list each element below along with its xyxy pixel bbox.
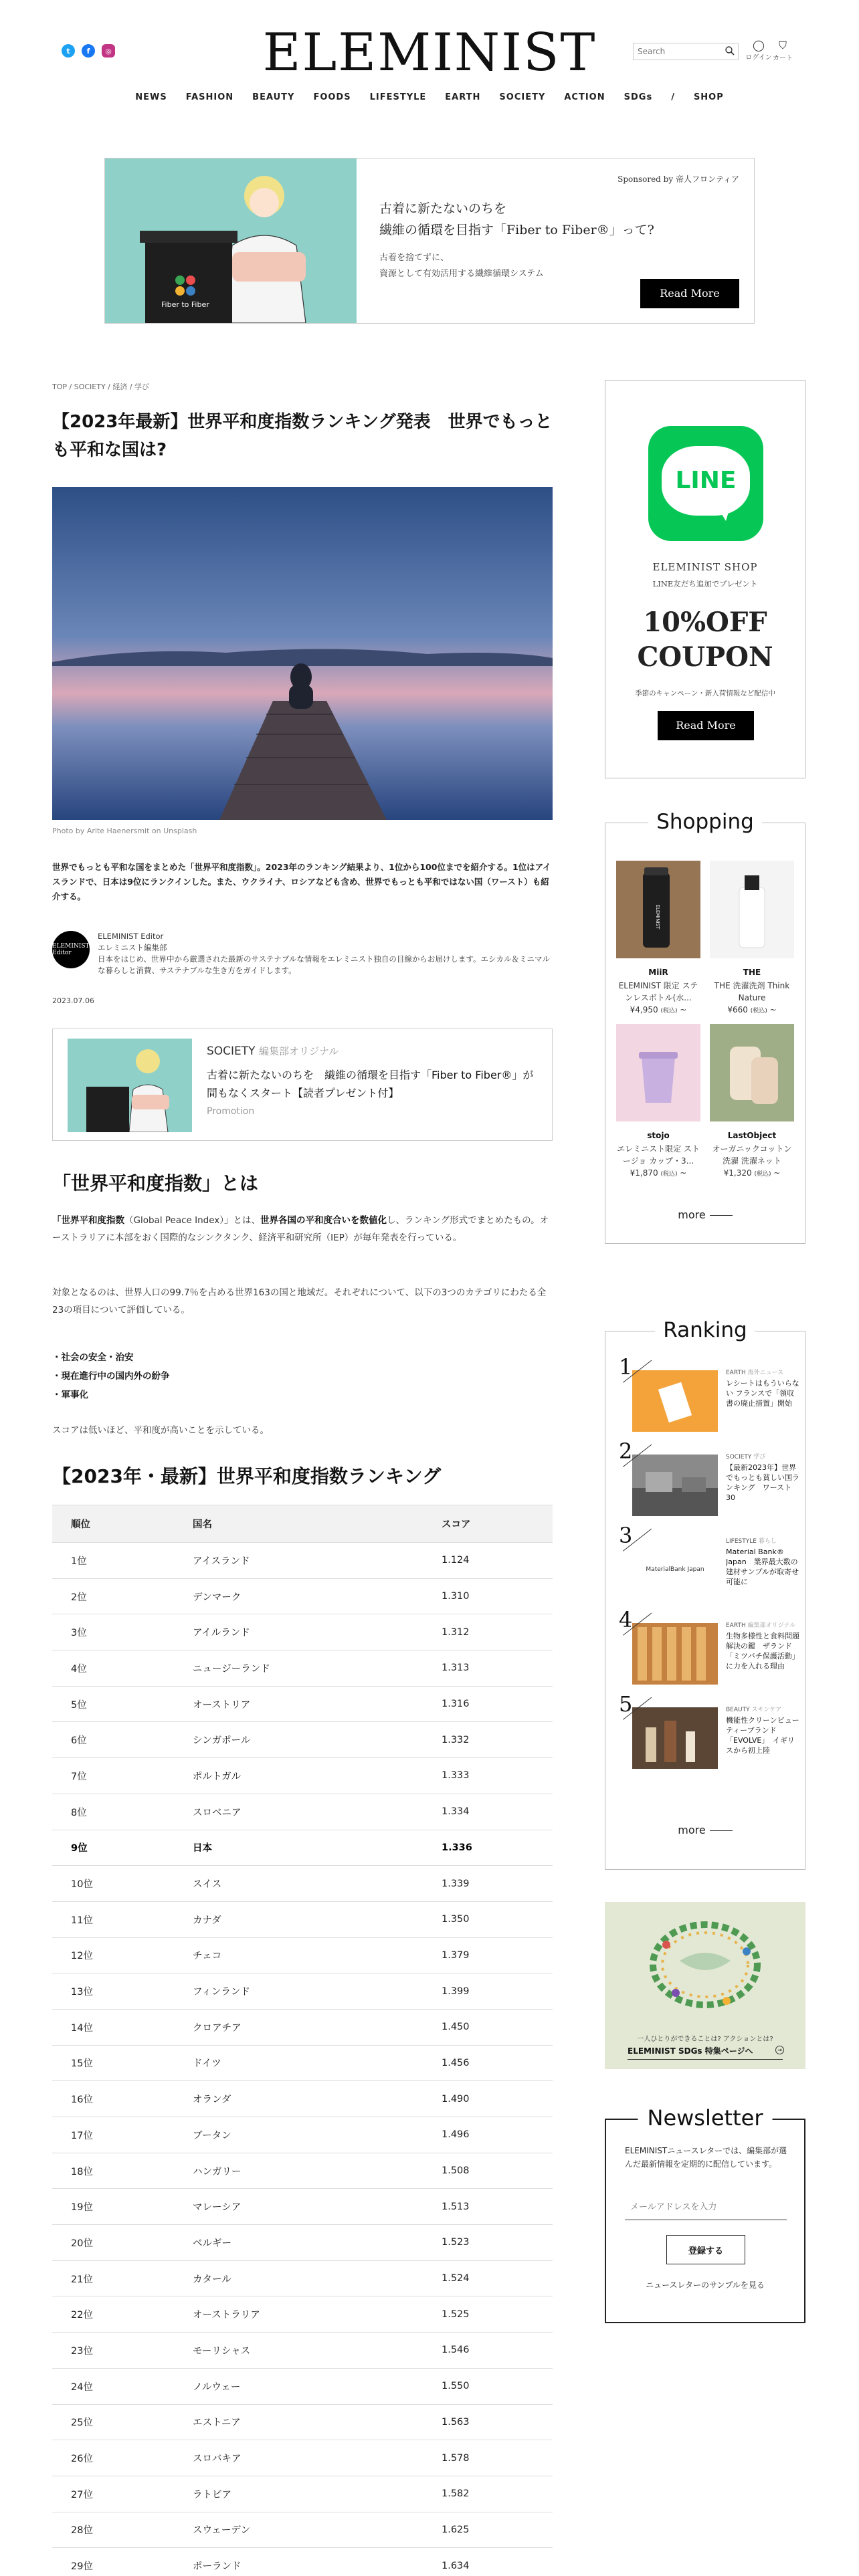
product-grid [616, 861, 795, 1178]
section-paragraph-3: スコアは低いほど、平和度が高いことを示している。 [52, 1425, 269, 1436]
coupon-subtitle: LINE友だち追加でプレゼント [652, 579, 758, 588]
ranking-item[interactable] [619, 1607, 799, 1686]
ranking-text: 機能性クリーンビューティーブランド「EVOLVE」 イギリスから初上陸 [726, 1716, 799, 1755]
site-header [0, 0, 859, 114]
category-item: ・現在進行中の国内外の紛争 [52, 1371, 170, 1382]
sdgs-tagline: 一人ひとりができることは? アクションとは? [637, 2036, 773, 2043]
table-row [52, 1973, 553, 2010]
user-icon: ◯ [753, 39, 765, 51]
nav-action[interactable]: ACTION [564, 92, 605, 102]
section-paragraph-2: 対象となるのは、世界人口の99.7％を占める世界163の国と地域だ。それぞれについて、以下の3つのカテゴリにわたる全23の項目について評価している。 [52, 1287, 547, 1315]
product-brand: MiiR [648, 968, 668, 977]
section-heading-gpi: 「世界平和度指数」とは [52, 1172, 259, 1194]
product-image-bottle [616, 861, 700, 958]
price-tax: (税込) [754, 1171, 771, 1178]
person-with-box-illustration [105, 158, 357, 323]
category-item: ・軍事化 [52, 1390, 88, 1400]
rank-cell: 27位 [52, 2476, 174, 2512]
rank-cell: 12位 [52, 1937, 174, 1973]
score-cell: 1.339 [423, 1866, 553, 1902]
rank-cell: 21位 [52, 2260, 174, 2296]
sdgs-banner[interactable] [605, 1902, 805, 2069]
country-cell: ニュージーランド [174, 1650, 423, 1687]
country-cell: ハンガリー [174, 2153, 423, 2189]
login-label: ログイン [745, 54, 772, 62]
score-cell: 1.350 [423, 1901, 553, 1937]
sdgs-wreath-illustration [646, 1918, 764, 2012]
p1-text-1: （Global Peace Index）」とは、 [124, 1215, 261, 1226]
search-icon[interactable] [725, 45, 735, 56]
category-item: ・社会の安全・治安 [52, 1352, 134, 1363]
price-tax: (税込) [750, 1008, 767, 1014]
rank-cell: 17位 [52, 2117, 174, 2153]
rank-cell: 22位 [52, 2296, 174, 2333]
score-cell: 1.313 [423, 1650, 553, 1687]
table-row [52, 2512, 553, 2548]
nav-shop[interactable]: SHOP [693, 92, 724, 102]
rank-cell: 13位 [52, 1973, 174, 2010]
score-cell: 1.316 [423, 1686, 553, 1722]
score-cell: 1.312 [423, 1614, 553, 1650]
col-header-rank: 順位 [52, 1505, 174, 1543]
banner-sub-line2: 資源として有効活用する繊維循環システム [379, 269, 544, 279]
product-name: ELEMINIST 限定 ステンレスボトル(水... [618, 981, 698, 1002]
coupon-shop-name: ELEMINIST SHOP [652, 561, 758, 573]
col-header-country: 国名 [174, 1505, 423, 1543]
promo-thumbnail [68, 1039, 192, 1132]
table-row [52, 2260, 553, 2296]
score-cell: 1.399 [423, 1973, 553, 2010]
promo-card[interactable] [52, 1029, 553, 1141]
country-cell: シンガポール [174, 1722, 423, 1758]
rank-cell: 26位 [52, 2440, 174, 2476]
sdgs-link-label: ELEMINIST SDGs 特集ページへ [628, 2046, 753, 2056]
country-cell: ブータン [174, 2117, 423, 2153]
ranking-cat: BEAUTY [726, 1707, 750, 1713]
banner-sub-line1: 古着を捨てずに、 [379, 253, 450, 263]
table-row [52, 1937, 553, 1973]
promo-category-name: SOCIETY [207, 1045, 256, 1058]
score-cell: 1.524 [423, 2260, 553, 2296]
table-row [52, 2333, 553, 2369]
country-cell: オランダ [174, 2081, 423, 2117]
category-list [52, 1348, 170, 1404]
table-row [52, 1758, 553, 1794]
price-value: ¥1,870 [630, 1168, 658, 1178]
table-row [52, 2440, 553, 2476]
ranking-subcat: 学び [753, 1454, 766, 1461]
ranking-text: Material Bank® Japan 業界最大数の建材サンプルが取寄せ可能に [726, 1547, 799, 1586]
rank-cell: 23位 [52, 2333, 174, 2369]
ranking-title: Ranking [655, 1318, 755, 1342]
product-image-text: ELEMINIST [655, 904, 660, 930]
banner-box-label: Fiber to Fiber [161, 300, 209, 309]
score-cell: 1.456 [423, 2045, 553, 2081]
score-cell: 1.546 [423, 2333, 553, 2369]
ranking-category [726, 1705, 799, 1713]
ranking-subcat: 編集部オリジナル [747, 1622, 796, 1629]
ranking-cat: EARTH [726, 1370, 746, 1376]
table-row [52, 1901, 553, 1937]
nav-beauty[interactable]: BEAUTY [252, 92, 295, 102]
author-box [52, 931, 554, 976]
table-row [52, 1686, 553, 1722]
more-label: more [678, 1824, 706, 1836]
score-cell: 1.450 [423, 2009, 553, 2045]
score-cell: 1.332 [423, 1722, 553, 1758]
sdgs-feature-link[interactable] [628, 2045, 783, 2060]
main-nav [0, 92, 859, 102]
col-header-score: スコア [423, 1505, 553, 1543]
banner-read-more-button[interactable]: Read More [640, 279, 739, 308]
score-cell: 1.550 [423, 2368, 553, 2404]
rank-cell: 4位 [52, 1650, 174, 1687]
cart-link[interactable] [769, 39, 796, 62]
coupon-note: 季節のキャンペーン・新入荷情報など配信中 [635, 689, 775, 697]
login-link[interactable] [745, 39, 772, 62]
line-coupon-banner[interactable] [605, 380, 805, 778]
price-value: ¥660 [727, 1005, 748, 1014]
score-cell: 1.634 [423, 2548, 553, 2576]
author-avatar[interactable]: ELEMINIST Editor [52, 931, 90, 968]
country-cell: アイルランド [174, 1614, 423, 1650]
score-cell: 1.513 [423, 2189, 553, 2225]
score-cell: 1.336 [423, 1830, 553, 1866]
ranking-item[interactable] [619, 1354, 799, 1433]
p1-bold-2: 世界各国の平和度合いを数値化 [260, 1215, 387, 1226]
ranking-cat: SOCIETY [726, 1454, 752, 1461]
table-row [52, 2153, 553, 2189]
article-title: 【2023年最新】世界平和度指数ランキング発表 世界でもっとも平和な国は? [52, 412, 553, 460]
promo-title: 古着に新たないのちを 繊維の循環を目指す「Fiber to Fiber®」が間もなくスタート【読者プレゼント付】 [207, 1069, 534, 1099]
product-price: ¥1,870 (税込) ~ [630, 1168, 687, 1178]
nav-society[interactable]: SOCIETY [499, 92, 546, 102]
country-cell: スイス [174, 1866, 423, 1902]
author-info [98, 931, 554, 976]
score-cell: 1.525 [423, 2296, 553, 2333]
table-row [52, 2548, 553, 2576]
rank-cell: 16位 [52, 2081, 174, 2117]
rank-cell: 24位 [52, 2368, 174, 2404]
country-cell: スロバキア [174, 2440, 423, 2476]
section-heading-ranking: 【2023年・最新】世界平和度指数ランキング [52, 1465, 442, 1487]
score-cell: 1.490 [423, 2081, 553, 2117]
product-price: ¥660 (税込) ~ [727, 1005, 777, 1014]
score-cell: 1.496 [423, 2117, 553, 2153]
rank-number: 3 [619, 1523, 633, 1548]
price-value: ¥4,950 [630, 1005, 658, 1014]
facebook-icon[interactable]: f [82, 44, 95, 58]
sponsor-label: Sponsored by 帝人フロンティア [617, 175, 739, 184]
ranking-item[interactable] [619, 1691, 799, 1770]
coupon-headline-line2: COUPON [637, 641, 773, 673]
hero-image [52, 487, 553, 820]
ranking-thumb [632, 1370, 718, 1432]
instagram-icon[interactable]: ◎ [102, 44, 115, 58]
coupon-read-more-button[interactable]: Read More [658, 711, 754, 740]
price-value: ¥1,320 [723, 1168, 752, 1178]
product-price: ¥4,950 (税込) ~ [630, 1005, 687, 1014]
ranking-thumb [632, 1707, 718, 1769]
table-row [52, 2045, 553, 2081]
country-cell: エストニア [174, 2404, 423, 2440]
rank-cell: 11位 [52, 1901, 174, 1937]
score-cell: 1.578 [423, 2440, 553, 2476]
table-row [52, 2009, 553, 2045]
score-cell: 1.582 [423, 2476, 553, 2512]
ranking-text: 生物多様性と食料問題解決の鍵 ザランド「ミツバチ保護活動」に力を入れる理由 [726, 1632, 799, 1671]
table-row [52, 1866, 553, 1902]
ranking-widget [605, 1318, 805, 1870]
nav-news[interactable]: NEWS [135, 92, 167, 102]
rank-cell: 29位 [52, 2548, 174, 2576]
author-bio: 日本をはじめ、世界中から厳選された最新のサステナブルな情報をエレミニスト独自の目線からお届けします。エシカル＆ミニマルな暮らしと消費、サステナブルな生き方をガイドします。 [98, 954, 550, 975]
coupon-headline [605, 605, 805, 675]
country-cell: ラトビア [174, 2476, 423, 2512]
product-name: THE 洗濯洗剤 Think Nature [714, 981, 790, 1002]
pier-sunset-photo [52, 487, 553, 820]
country-cell: デンマーク [174, 1578, 423, 1614]
table-row [52, 2081, 553, 2117]
more-label: more [678, 1208, 706, 1221]
product-card[interactable] [616, 861, 700, 1014]
ranking-subcat: 海外ニュース [747, 1370, 784, 1376]
score-cell: 1.334 [423, 1794, 553, 1830]
search-input[interactable] [634, 43, 714, 60]
photo-credit[interactable]: Photo by Arite Haenersmit on Unsplash [52, 827, 197, 835]
banner-title-line1: 古着に新たないのちを [379, 201, 507, 216]
newsletter-subscribe-button[interactable]: 登録する [666, 2235, 745, 2264]
author-name[interactable]: ELEMINIST Editor [98, 932, 164, 941]
ranking-thumb [632, 1539, 718, 1600]
table-row [52, 2225, 553, 2261]
ranking-category [726, 1620, 799, 1629]
promo-tag: Promotion [207, 1106, 255, 1117]
country-cell: ノルウェー [174, 2368, 423, 2404]
ranking-thumb [632, 1623, 718, 1685]
nav-sdgs[interactable]: SDGs [624, 92, 653, 102]
peace-index-table [52, 1505, 553, 2576]
product-image-detergent [710, 861, 794, 958]
rank-number: 5 [619, 1691, 633, 1717]
rank-cell: 28位 [52, 2512, 174, 2548]
rank-number: 2 [619, 1438, 633, 1464]
country-cell: ドイツ [174, 2045, 423, 2081]
banner-title-line2: 繊維の循環を目指す「Fiber to Fiber®」って? [379, 223, 654, 237]
score-cell: 1.333 [423, 1758, 553, 1794]
promo-category-note: 編集部オリジナル [258, 1045, 339, 1057]
banner-title [379, 198, 739, 241]
country-cell: カタール [174, 2260, 423, 2296]
newsletter-email-input[interactable] [625, 2195, 787, 2220]
newsletter-sample-link[interactable]: ニュースレターのサンプルを見る [646, 2280, 765, 2290]
country-cell: オーストリア [174, 1686, 423, 1722]
table-row [52, 1614, 553, 1650]
country-cell: フィンランド [174, 1973, 423, 2010]
line-bubble-tail [718, 508, 730, 521]
ranking-category [726, 1452, 799, 1461]
promo-category [207, 1044, 537, 1058]
table-row [52, 2296, 553, 2333]
score-cell: 1.625 [423, 2512, 553, 2548]
score-cell: 1.523 [423, 2225, 553, 2261]
country-cell: アイスランド [174, 1543, 423, 1579]
top-ad-banner[interactable] [104, 158, 755, 324]
rank-cell: 18位 [52, 2153, 174, 2189]
site-logo[interactable]: ELEMINIST [262, 23, 597, 83]
ranking-cat: LIFESTYLE [726, 1538, 757, 1545]
rank-cell: 9位 [52, 1830, 174, 1866]
score-cell: 1.508 [423, 2153, 553, 2189]
rank-cell: 8位 [52, 1794, 174, 1830]
rank-cell: 5位 [52, 1686, 174, 1722]
rank-cell: 2位 [52, 1578, 174, 1614]
table-header-row [52, 1505, 553, 1543]
ranking-category [726, 1536, 799, 1545]
country-cell: ベルギー [174, 2225, 423, 2261]
shopping-title: Shopping [648, 810, 762, 834]
table-row [52, 1578, 553, 1614]
product-brand: stojo [647, 1131, 670, 1140]
table-row [52, 1543, 553, 1579]
promo-illustration [68, 1039, 192, 1132]
shopping-more-link[interactable] [605, 1208, 805, 1221]
ranking-subcat: 暮らし [758, 1538, 777, 1545]
promo-body [207, 1039, 537, 1131]
product-name: オーガニックコットン 洗濯 洗濯ネット [712, 1144, 792, 1166]
newsletter-title: Newsletter [638, 2105, 773, 2131]
line-logo-text: LINE [662, 446, 750, 516]
score-cell: 1.310 [423, 1578, 553, 1614]
cart-label: カート [773, 55, 793, 62]
ranking-item[interactable] [619, 1438, 799, 1517]
newsletter-description: ELEMINISTニュースレターでは、編集部が選んだ最新情報を定期的に配信しています。 [625, 2146, 787, 2169]
product-name: エレミニスト限定 ストージョ カップ・3... [617, 1144, 700, 1166]
search-box [633, 43, 739, 60]
ranking-cat: EARTH [726, 1622, 746, 1629]
publish-date: 2023.07.06 [52, 996, 94, 1005]
ranking-thumb [632, 1455, 718, 1516]
arrow-right-icon [710, 1215, 733, 1216]
newsletter-widget [605, 2105, 805, 2323]
ranking-text: 【最新2023年】世界でもっとも貧しい国ランキング ワースト30 [726, 1463, 799, 1502]
arrow-circle-icon: → [775, 2046, 784, 2054]
nav-lifestyle[interactable]: LIFESTYLE [369, 92, 427, 102]
banner-copy [357, 158, 754, 323]
nav-earth[interactable]: EARTH [445, 92, 481, 102]
rank-cell: 15位 [52, 2045, 174, 2081]
country-cell: ポーランド [174, 2548, 423, 2576]
country-cell: オーストラリア [174, 2296, 423, 2333]
country-cell: マレーシア [174, 2189, 423, 2225]
table-body [52, 1543, 553, 2576]
ranking-subcat: スキンケア [751, 1707, 782, 1713]
score-cell: 1.563 [423, 2404, 553, 2440]
rank-number: 4 [619, 1607, 633, 1632]
rank-cell: 6位 [52, 1722, 174, 1758]
shopping-widget [605, 810, 805, 1244]
product-card[interactable] [710, 861, 794, 1014]
cart-icon: ⛉ [778, 39, 787, 51]
product-image-cup [616, 1024, 700, 1121]
country-cell: スロベニア [174, 1794, 423, 1830]
ranking-category [726, 1368, 799, 1376]
p1-bold-1: 「世界平和度指数 [52, 1215, 124, 1226]
score-cell: 1.379 [423, 1937, 553, 1973]
nav-foods[interactable]: FOODS [313, 92, 351, 102]
rank-cell: 7位 [52, 1758, 174, 1794]
country-cell: クロアチア [174, 2009, 423, 2045]
country-cell: ポルトガル [174, 1758, 423, 1794]
product-card[interactable] [616, 1024, 700, 1178]
product-price: ¥1,320 (税込) ~ [723, 1168, 781, 1178]
score-cell: 1.124 [423, 1543, 553, 1579]
arrow-right-icon [710, 1830, 733, 1831]
rank-cell: 20位 [52, 2225, 174, 2261]
product-card[interactable] [710, 1024, 794, 1178]
table-row [52, 2189, 553, 2225]
breadcrumb[interactable]: TOP / SOCIETY / 経済 / 学び [52, 383, 150, 391]
table-row [52, 2368, 553, 2404]
twitter-icon[interactable]: t [62, 44, 75, 58]
ranking-text: レシートはもういらない フランスで「領収書の廃止措置」開始 [726, 1379, 799, 1408]
table-row [52, 1794, 553, 1830]
rank-cell: 3位 [52, 1614, 174, 1650]
table-row [52, 2404, 553, 2440]
coupon-headline-line1: 10%OFF [643, 607, 767, 638]
rank-cell: 19位 [52, 2189, 174, 2225]
rank-number: 1 [619, 1354, 633, 1380]
product-brand: THE [743, 968, 761, 977]
price-tax: (税込) [660, 1171, 678, 1178]
product-image-net [710, 1024, 794, 1121]
banner-subtitle [379, 250, 739, 282]
country-cell: カナダ [174, 1901, 423, 1937]
table-row [52, 2117, 553, 2153]
nav-fashion[interactable]: FASHION [185, 92, 234, 102]
nav-divider: / [671, 92, 675, 102]
table-row [52, 1650, 553, 1687]
country-cell: 日本 [174, 1830, 423, 1866]
table-row [52, 2476, 553, 2512]
table-row [52, 1830, 553, 1866]
rank-cell: 25位 [52, 2404, 174, 2440]
banner-illustration [105, 158, 357, 323]
country-cell: チェコ [174, 1937, 423, 1973]
line-logo-icon [648, 426, 763, 541]
section-paragraph-1 [52, 1212, 554, 1247]
rank-cell: 1位 [52, 1543, 174, 1579]
table-row [52, 1722, 553, 1758]
country-cell: モーリシャス [174, 2333, 423, 2369]
ranking-item[interactable] [619, 1523, 799, 1602]
article-lead: 世界でもっとも平和な国をまとめた「世界平和度指数」。2023年のランキング結果より、1位から100位までを紹介する。1位はアイスランドで、日本は9位にランクインした。また、ウクライナ、ロシアなども含め、世界でもっとも平和ではない国（ワースト）も紹介する。 [52, 862, 551, 901]
materialbank-logo: MaterialBank Japan [646, 1566, 704, 1573]
rank-cell: 14位 [52, 2009, 174, 2045]
author-role: エレミニスト編集部 [98, 943, 167, 952]
rank-cell: 10位 [52, 1866, 174, 1902]
country-cell: スウェーデン [174, 2512, 423, 2548]
product-brand: LastObject [727, 1131, 777, 1140]
p1-text-2: し、ランキング形式でまとめたもの。オーストラリアに本部をおく国際的なシンクタンク、経済平和研究所（IEP）が毎年発表を行っている。 [52, 1215, 549, 1243]
ranking-more-link[interactable] [605, 1824, 805, 1836]
price-tax: (税込) [660, 1008, 678, 1014]
